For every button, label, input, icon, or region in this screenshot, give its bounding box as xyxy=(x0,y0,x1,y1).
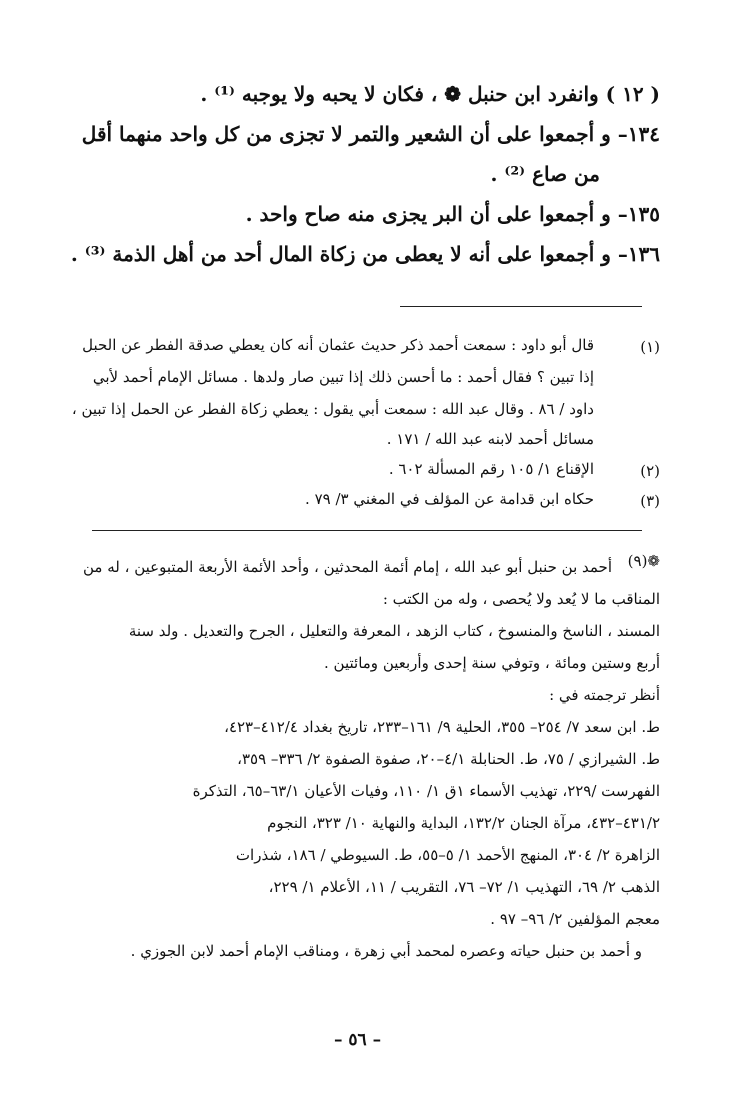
biography-line-11: الذهب ٢/ ٦٩، التهذيب ١/ ٧٢– ٧٦، التقريب / ١١، الأعلام ١/ ٢٢٩، xyxy=(268,878,660,896)
biography-line-3: المسند ، الناسخ والمنسوخ ، كتاب الزهد ، المعرفة والتعليل ، الجرح والتعديل . ولد سنة xyxy=(128,622,660,640)
main-line-4: ١٣٥– و أجمعوا على أن البر يجزى منه صاح واحد . xyxy=(245,202,660,226)
biography-line-1: أحمد بن حنبل أبو عبد الله ، إمام أئمة المحدثين ، وأحد الأئمة الأربعة المتبوعين ، له من xyxy=(83,558,612,576)
main-line-2: ١٣٤– و أجمعوا على أن الشعير والتمر لا تجزى من كل واحد منهما أقل xyxy=(81,122,660,146)
biography-marker: ❁(٩) xyxy=(627,552,660,570)
biography-line-10: الزاهرة ٢/ ٣٠٤، المنهج الأحمد ١/ ٥–٥٥، ط. السيوطي / ١٨٦، شذرات xyxy=(235,846,660,864)
main-line-1: ( ١٢ ) وانفرد ابن حنبل ❁ ، فكان لا يحبه ولا يوجبه ⁽¹⁾ . xyxy=(200,82,660,106)
footnote-1-line-4: مسائل أحمد لابنه عبد الله / ١٧١ . xyxy=(386,430,594,448)
footnote-3-line-1: حكاه ابن قدامة عن المؤلف في المغني ٣/ ٧٩ . xyxy=(305,490,594,508)
footnote-1-line-3: داود / ٨٦ . وقال عبد الله : سمعت أبي يقول : يعطي زكاة الفطر عن الحمل إذا تبين ، xyxy=(71,400,594,418)
biography-line-7: ط. الشيرازي / ٧٥، ط. الحنابلة ٤/١–٢٠، صفوة الصفوة ٢/ ٣٣٦– ٣٥٩، xyxy=(237,750,660,768)
main-line-5: ١٣٦– و أجمعوا على أنه لا يعطى من زكاة المال أحد من أهل الذمة ⁽³⁾ . xyxy=(70,242,660,266)
biography-line-6: ط. ابن سعد ٧/ ٢٥٤– ٣٥٥، الحلية ٩/ ١٦١–٢٣٣، تاريخ بغداد ٤١٢/٤–٤٢٣، xyxy=(224,718,660,736)
page-number: – ٥٦ – xyxy=(334,1030,382,1050)
biography-line-8: الفهرست /٢٢٩، تهذيب الأسماء ١ق ١/ ١١٠، وفيات الأعيان ٦٣/١–٦٥، التذكرة xyxy=(192,782,660,800)
main-line-3: من صاع ⁽²⁾ . xyxy=(490,162,600,186)
biography-separator xyxy=(92,530,642,531)
biography-line-4: أربع وستين ومائة ، وتوفي سنة إحدى وأربعين ومائتين . xyxy=(324,654,660,672)
footnote-2-line-1: الإقناع ١/ ١٠٥ رقم المسألة ٦٠٢ . xyxy=(388,460,594,478)
footnote-1-number: (١) xyxy=(640,338,660,356)
biography-line-9: ٤٣١/٢–٤٣٢، مرآة الجنان ١٣٢/٢، البداية والنهاية ١٠/ ٣٢٣، النجوم xyxy=(267,814,660,832)
footnote-1-line-1: قال أبو داود : سمعت أحمد ذكر حديث عثمان أنه كان يعطي صدقة الفطر عن الحبل xyxy=(82,336,594,354)
biography-line-12: معجم المؤلفين ٢/ ٩٦– ٩٧ . xyxy=(490,910,660,928)
footnote-3-number: (٣) xyxy=(640,492,660,510)
footnote-separator xyxy=(400,306,642,307)
biography-line-5: أنظر ترجمته في : xyxy=(549,686,660,704)
biography-line-2: المناقب ما لا يُعد ولا يُحصى ، وله من الكتب : xyxy=(382,590,660,608)
footnote-1-line-2: إذا تبين ؟ فقال أحمد : ما أحسن ذلك إذا تبين صار ولدها . مسائل الإمام أحمد لأبي xyxy=(92,368,594,386)
biography-line-13: و أحمد بن حنبل حياته وعصره لمحمد أبي زهرة ، ومناقب الإمام أحمد لابن الجوزي . xyxy=(130,942,642,960)
footnote-2-number: (٢) xyxy=(640,462,660,480)
